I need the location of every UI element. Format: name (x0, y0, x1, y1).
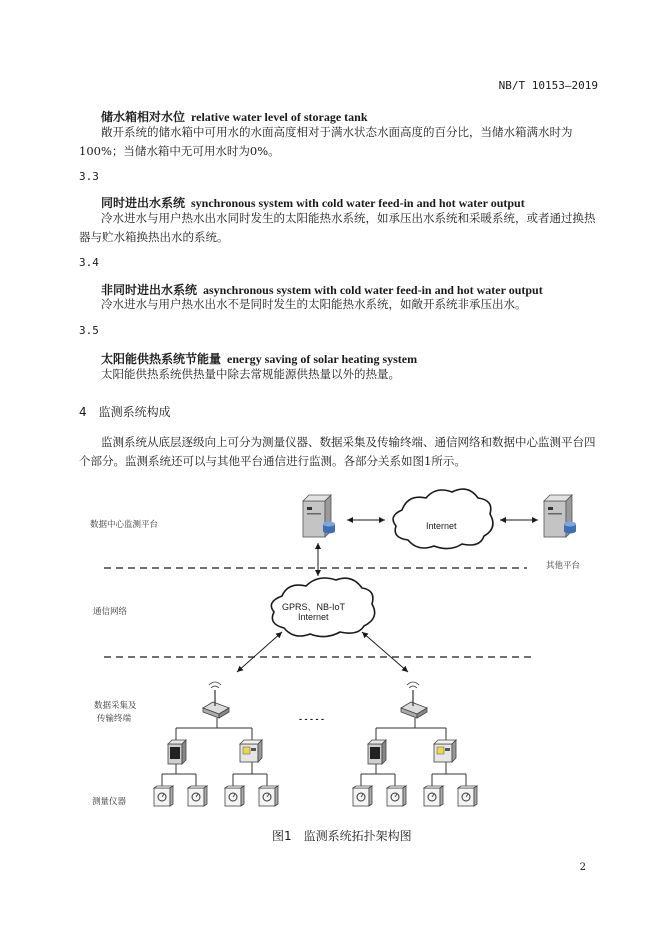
router-icon (401, 682, 427, 718)
section-number: 3.3 (79, 170, 99, 183)
layer-label-network: 通信网络 (93, 607, 128, 617)
term-en: relative water level of storage tank (191, 110, 368, 124)
meter-icon (434, 740, 456, 762)
sensor-icon (259, 786, 278, 806)
definition-line: 太阳能供热系统供热量中除去常规能源供热量以外的热量。 (101, 367, 400, 381)
layer-label-instrument: 测量仪器 (92, 797, 127, 807)
data-center-server-icon (303, 495, 335, 537)
definition-line: 敞开系统的储水箱中可用水的水面高度相对于满水状态水面高度的百分比，当储水箱满水时为 (101, 125, 573, 139)
sensor-icon (387, 786, 406, 806)
collector-icon (368, 740, 386, 764)
link-arrow (362, 632, 408, 672)
meter-icon (240, 740, 262, 762)
term-cn: 储水箱相对水位 (101, 110, 186, 124)
internet-label: Internet (426, 521, 457, 531)
term-en: asynchronous system with cold water feed-in and hot water output (203, 283, 543, 297)
definition-line: 100%；当储水箱中无可用水时为0%。 (79, 144, 280, 158)
other-platform-server-icon (544, 495, 576, 537)
sensor-icon (188, 786, 207, 806)
section-title: 监测系统构成 (98, 405, 171, 419)
layer-label-terminal: 数据采集及 (94, 701, 137, 711)
sensor-icon (353, 786, 372, 806)
term-en: energy saving of solar heating system (227, 352, 418, 366)
ellipsis: - - - - - (299, 714, 324, 724)
term-cn: 非同时进出水系统 (101, 283, 198, 297)
sensor-icon (458, 786, 477, 806)
collector-icon (168, 740, 186, 764)
sensor-icon (225, 786, 244, 806)
definition-line: 冷水进水与用户热水出水不是同时发生的太阳能热水系统，如敞开系统非承压出水。 (101, 297, 527, 311)
figure-number: 图1 (272, 829, 292, 843)
gprs-internet-label: Internet (298, 612, 329, 622)
link-arrow (237, 632, 282, 672)
paragraph-line: 监测系统从底层逐级向上可分为测量仪器、数据采集及传输终端、通信网络和数据中心监测平台四 (101, 435, 596, 449)
internet-cloud-icon (393, 489, 493, 548)
sensor-icon (154, 786, 173, 806)
section-number: 3.5 (79, 324, 99, 337)
gprs-label: GPRS、NB-IoT (282, 602, 346, 612)
layer-label-datacenter: 数据中心监测平台 (90, 520, 159, 530)
page-number: 2 (579, 862, 586, 873)
definition-line: 器与贮水箱换热出水的系统。 (79, 230, 229, 244)
figure-caption (272, 827, 412, 844)
paragraph-line: 个部分。监测系统还可以与其他平台通信进行监测。各部分关系如图1所示。 (79, 454, 466, 468)
term-en: synchronous system with cold water feed-in and hot water output (191, 196, 525, 210)
layer-label-terminal: 传输终端 (97, 714, 132, 724)
section-number: 4 (79, 405, 87, 419)
figure-title: 监测系统拓扑架构图 (303, 829, 412, 843)
sensor-icon (424, 786, 443, 806)
standard-number: NB/T 10153—2019 (498, 79, 598, 92)
section-number: 3.4 (79, 256, 99, 269)
term-cn: 太阳能供热系统节能量 (101, 352, 222, 366)
other-platform-label: 其他平台 (546, 561, 581, 571)
definition-line: 冷水进水与用户热水出水同时发生的太阳能热水系统，如承压出水系统和采暖系统，或者通过换热 (101, 211, 596, 225)
term-cn: 同时进出水系统 (101, 196, 186, 210)
router-icon (203, 682, 229, 718)
